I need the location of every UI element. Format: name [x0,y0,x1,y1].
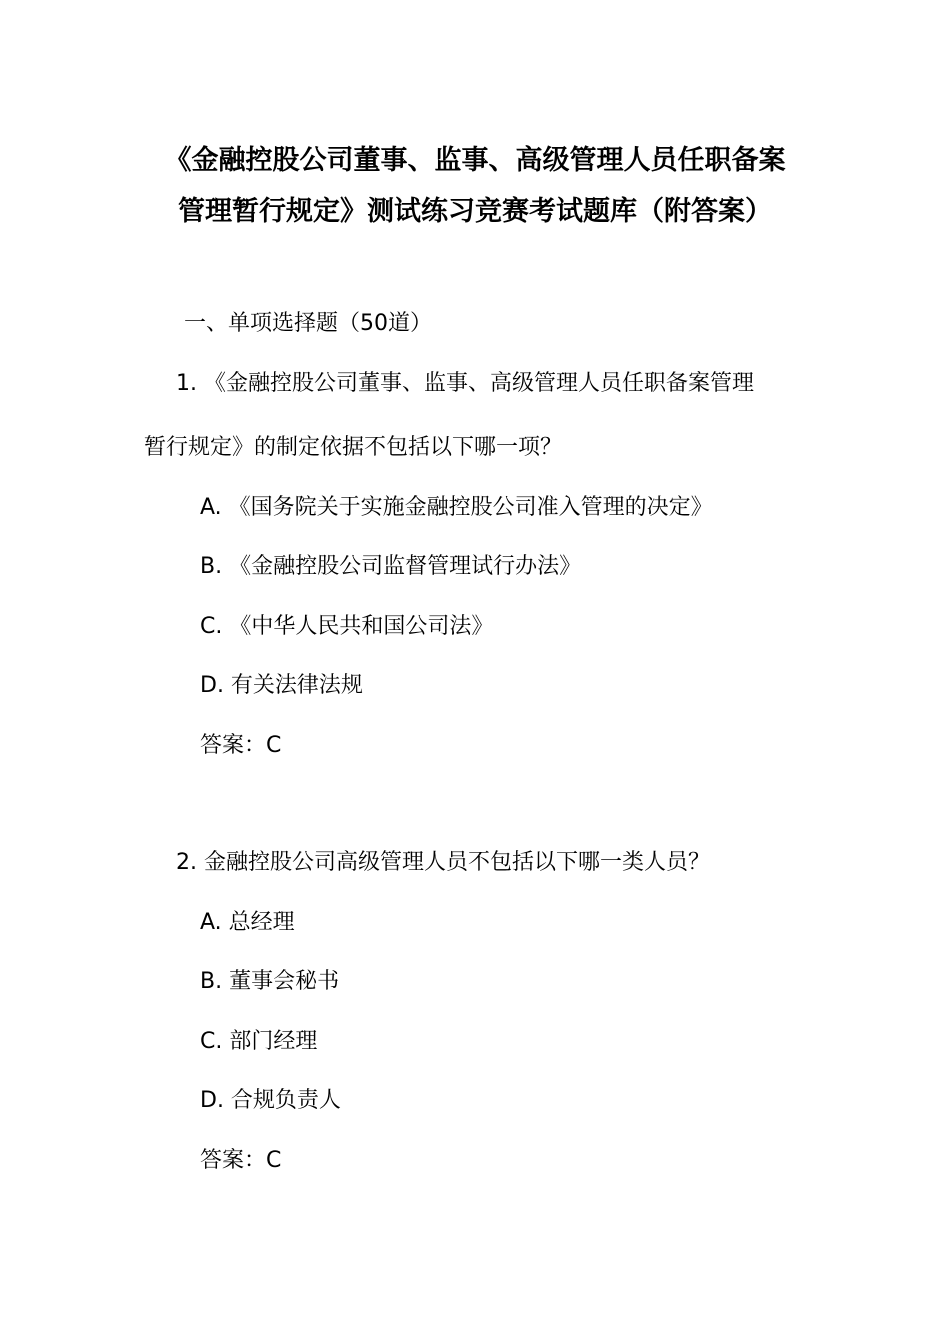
question-stem-line-2: 暂行规定》的制定依据不包括以下哪一项？ [144,435,563,460]
option-c: C. 《中华人民共和国公司法》 [200,614,494,639]
answer: 答案：C [200,1148,282,1173]
option-d: D. 有关法律法规 [200,673,363,698]
section-heading: 一、单项选择题（50道） [184,311,432,336]
option-c: C. 部门经理 [200,1029,318,1054]
document-title-line-1: 《金融控股公司董事、监事、高级管理人员任职备案 [164,145,786,176]
document-title-line-2: 管理暂行规定》测试练习竞赛考试题库（附答案） [178,196,772,227]
option-a: A. 总经理 [200,910,295,935]
question-stem-line-1: 2. 金融控股公司高级管理人员不包括以下哪一类人员？ [176,850,710,875]
answer: 答案：C [200,733,282,758]
option-a: A. 《国务院关于实施金融控股公司准入管理的决定》 [200,495,713,520]
option-b: B. 董事会秘书 [200,969,340,994]
option-d: D. 合规负责人 [200,1088,341,1113]
question-stem-line-1: 1. 《金融控股公司董事、监事、高级管理人员任职备案管理 [176,371,754,396]
option-b: B. 《金融控股公司监督管理试行办法》 [200,554,582,579]
